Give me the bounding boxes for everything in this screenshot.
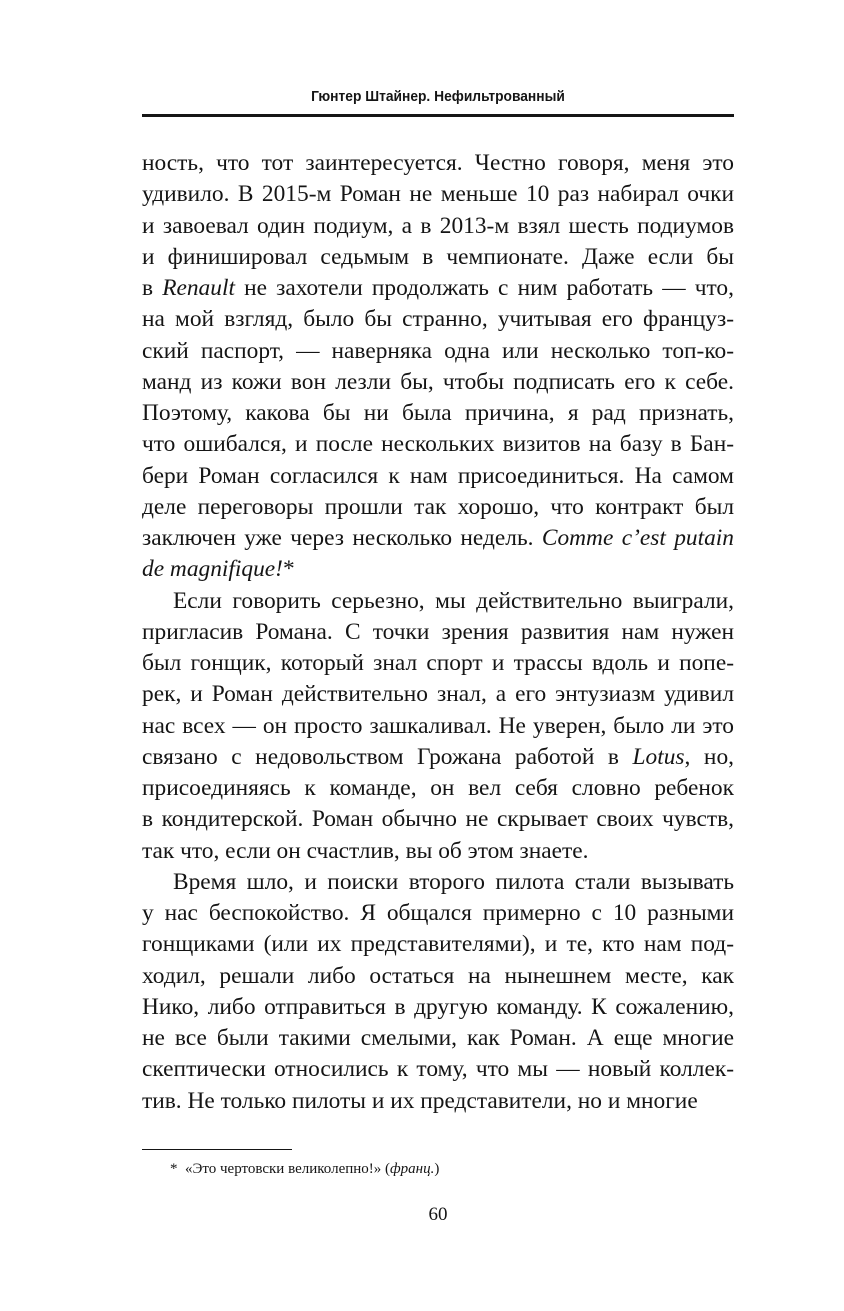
text-line	[142, 648, 734, 679]
text-segment: так что, если он счастлив, вы об этом знаете.	[142, 837, 589, 864]
text-line	[142, 773, 734, 804]
footnote-source: франц.	[390, 1161, 435, 1177]
text-segment: скептически относились к тому, что мы — новый коллек-	[142, 1056, 734, 1083]
text-line	[142, 461, 734, 492]
text-segment: бери Роман согласился к нам присоединиться. На самом	[142, 462, 734, 489]
text-segment: не все были такими смелыми, как Роман. А еще многие	[142, 1025, 734, 1051]
text-segment: , но,	[684, 743, 734, 770]
text-line	[142, 367, 734, 398]
text-segment: связано с недовольством Грожана работой в	[142, 743, 633, 770]
italic-segment: Comme c’est putain	[541, 525, 735, 551]
running-head: Гюнтер Штайнер. Нефильтрованный	[311, 88, 565, 105]
text-line	[142, 554, 734, 585]
body-text	[142, 148, 734, 1117]
text-line	[142, 836, 734, 867]
text-segment: Поэтому, какова бы ни была причина, я рад признать,	[142, 400, 734, 426]
text-line	[142, 867, 734, 898]
text-line	[142, 492, 734, 523]
text-line	[142, 211, 734, 242]
text-segment: Время шло, и поиски второго пилота стали вызывать	[173, 868, 734, 895]
text-segment: Нико, либо отправиться в другую команду. К сожалению,	[142, 993, 734, 1020]
text-segment: что ошибался, и после нескольких визитов на базу в Бан-	[142, 431, 734, 458]
text-segment: манд из кожи вон лезли бы, чтобы подписать его к себе.	[142, 368, 734, 395]
text-line	[142, 586, 734, 617]
text-segment: пригласив Романа. С точки зрения развития нам нужен	[142, 618, 734, 645]
text-segment: деле переговоры прошли так хорошо, что контракт был	[142, 493, 734, 520]
text-line	[142, 1023, 734, 1054]
header-rule	[142, 114, 734, 117]
italic-segment: Renault	[162, 275, 235, 301]
paragraph	[142, 586, 734, 867]
text-line	[142, 992, 734, 1023]
text-segment: ский паспорт, — наверняка одна или несколько топ-ко-	[142, 337, 734, 364]
text-line	[142, 1054, 734, 1085]
text-line	[142, 336, 734, 367]
text-segment: в	[142, 275, 163, 301]
text-line	[142, 148, 734, 179]
text-segment: рек, и Роман действительно знал, а его энтузиазм удивил	[142, 681, 734, 708]
italic-segment: de magnifique!	[142, 556, 283, 583]
text-line	[142, 679, 734, 710]
text-segment: не захотели продолжать с ним работать — что,	[234, 275, 734, 301]
italic-segment: Lotus	[632, 743, 685, 770]
text-line	[142, 804, 734, 835]
text-line	[142, 398, 734, 429]
text-line	[142, 617, 734, 648]
paragraph	[142, 148, 734, 586]
text-segment: нас всех — он просто зашкаливал. Не уверен, было ли это	[142, 712, 734, 739]
text-segment: *	[282, 556, 295, 583]
text-segment: заключен уже через несколько недель.	[142, 525, 542, 551]
text-segment: удивило. В 2015-м Роман не меньше 10 раз набирал очки	[142, 181, 734, 208]
footnote-text: «Это чертовски великолепно!»	[185, 1161, 382, 1177]
text-segment: Если говорить серьезно, мы действительно выиграли,	[173, 587, 734, 614]
footnote	[170, 1159, 730, 1179]
text-line	[142, 1086, 734, 1117]
footnote-rule	[142, 1149, 292, 1150]
text-segment: присоединяясь к команде, он вел себя словно ребенок	[142, 775, 734, 801]
text-segment: и финишировал седьмым в чемпионате. Даже если бы	[142, 243, 734, 270]
text-line	[142, 304, 734, 335]
text-segment: на мой взгляд, было бы странно, учитывая его француз-	[142, 306, 734, 333]
text-line	[142, 429, 734, 460]
text-segment: и завоевал один подиум, а в 2013-м взял шесть подиумов	[142, 212, 734, 239]
text-line	[142, 961, 734, 992]
text-segment: гонщиками (или их представителями), и те, кто нам под-	[142, 931, 734, 958]
text-segment: был гонщик, который знал спорт и трассы вдоль и попе-	[142, 650, 734, 676]
text-line	[142, 179, 734, 210]
text-line	[142, 898, 734, 929]
text-segment: у нас беспокойство. Я общался примерно с 10 разными	[142, 900, 734, 926]
footnote-open-paren: (	[381, 1161, 391, 1177]
text-line	[142, 273, 734, 304]
paragraph	[142, 867, 734, 1117]
text-segment: ходил, решали либо остаться на нынешнем месте, как	[142, 962, 734, 989]
text-line	[142, 711, 734, 742]
footnote-close-paren: )	[434, 1161, 440, 1177]
text-line	[142, 242, 734, 273]
text-segment: ность, что тот заинтересуется. Честно говоря, меня это	[142, 150, 734, 176]
footnote-marker: *	[170, 1161, 178, 1177]
text-segment: тив. Не только пилоты и их представители, но и многие	[142, 1087, 698, 1114]
text-line	[142, 929, 734, 960]
text-segment: в кондитерской. Роман обычно не скрывает своих чувств,	[142, 806, 734, 833]
text-line	[142, 523, 734, 554]
page-number: 60	[428, 1204, 448, 1225]
text-line	[142, 742, 734, 773]
